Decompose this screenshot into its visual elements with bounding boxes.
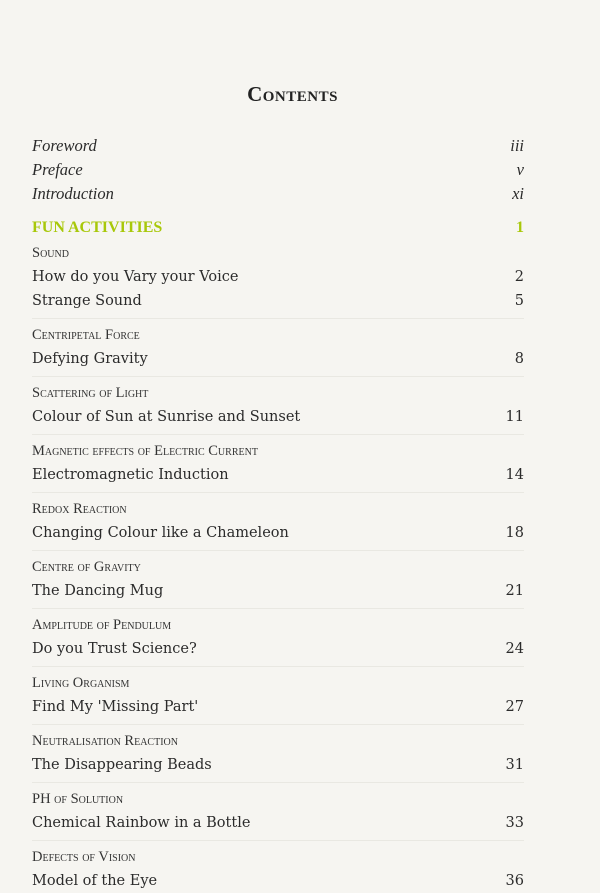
- toc-entry-page: 27: [505, 699, 524, 715]
- toc-entry-label: Introduction: [32, 184, 114, 203]
- toc-entry-label: Strange Sound: [32, 293, 142, 309]
- toc-entry[interactable]: [32, 637, 524, 661]
- section-heading: Amplitude of Pendulum: [32, 617, 172, 633]
- toc-entry[interactable]: [32, 347, 524, 371]
- toc-entry-page: 8: [514, 351, 524, 367]
- toc-entry-page: 24: [505, 641, 524, 657]
- toc-entry-label: Do you Trust Science?: [32, 641, 197, 657]
- toc-entry-page: 2: [514, 269, 524, 285]
- toc-entry[interactable]: [32, 265, 524, 289]
- toc-entry-page: 21: [505, 583, 524, 599]
- toc-entry-page: 31: [505, 757, 524, 773]
- toc-entry-page: 11: [505, 409, 524, 425]
- toc-entry-page: 14: [505, 467, 524, 483]
- toc-entry-page: 33: [505, 815, 524, 831]
- toc-entry-page: iii: [510, 136, 524, 155]
- toc-entry-label: Electromagnetic Induction: [32, 467, 229, 483]
- toc-entry-label: The Disappearing Beads: [32, 757, 212, 773]
- toc-entry-label: How do you Vary your Voice: [32, 269, 239, 285]
- toc-entry[interactable]: [32, 521, 524, 545]
- part-heading-fun-activities[interactable]: [32, 216, 524, 240]
- table-of-contents: [32, 134, 524, 893]
- toc-entry[interactable]: [32, 811, 524, 835]
- part-heading-page: 1: [516, 219, 524, 236]
- toc-entry-page: 18: [505, 525, 524, 541]
- toc-entry[interactable]: [32, 753, 524, 777]
- toc-entry[interactable]: [32, 579, 524, 603]
- section-centripetal-force: [32, 318, 524, 371]
- toc-entry-page: 5: [514, 293, 524, 309]
- toc-entry-label: Model of the Eye: [32, 873, 158, 889]
- section-living-organism: [32, 666, 524, 719]
- toc-entry-label: Colour of Sun at Sunrise and Sunset: [32, 409, 301, 425]
- section-scattering-of-light: [32, 376, 524, 429]
- section-ph-of-solution: [32, 782, 524, 835]
- toc-entry[interactable]: [32, 695, 524, 719]
- toc-entry-label: Defying Gravity: [32, 351, 148, 367]
- toc-entry-label: The Dancing Mug: [32, 583, 164, 599]
- section-sound: [32, 241, 524, 313]
- section-heading: Neutralisation Reaction: [32, 733, 178, 749]
- section-centre-of-gravity: [32, 550, 524, 603]
- toc-entry-introduction[interactable]: [32, 182, 524, 206]
- toc-entry-label: Find My 'Missing Part': [32, 699, 199, 715]
- section-heading: Scattering of Light: [32, 385, 149, 401]
- section-redox-reaction: [32, 492, 524, 545]
- toc-entry[interactable]: [32, 289, 524, 313]
- section-amplitude-of-pendulum: [32, 608, 524, 661]
- toc-entry[interactable]: [32, 405, 524, 429]
- front-matter-list: [32, 134, 524, 206]
- toc-entry-page: xi: [512, 184, 524, 203]
- section-heading: PH of Solution: [32, 791, 124, 807]
- toc-entry-label: Foreword: [32, 136, 97, 155]
- part-heading-label: FUN ACTIVITIES: [32, 219, 163, 236]
- toc-entry-foreword[interactable]: [32, 134, 524, 158]
- toc-entry-label: Chemical Rainbow in a Bottle: [32, 815, 251, 831]
- toc-entry-page: 36: [505, 873, 524, 889]
- section-neutralisation-reaction: [32, 724, 524, 777]
- section-heading: Centripetal Force: [32, 327, 140, 343]
- toc-entry[interactable]: [32, 463, 524, 487]
- section-magnetic-effects: [32, 434, 524, 487]
- toc-entry-label: Preface: [32, 160, 83, 179]
- toc-entry-page: v: [516, 160, 524, 179]
- section-heading: Redox Reaction: [32, 501, 127, 517]
- section-heading: Living Organism: [32, 675, 130, 691]
- toc-entry-preface[interactable]: [32, 158, 524, 182]
- section-heading: Defects of Vision: [32, 849, 136, 865]
- section-heading: Sound: [32, 245, 69, 261]
- page-title: Contents: [247, 82, 338, 106]
- section-defects-of-vision: [32, 840, 524, 893]
- toc-entry[interactable]: [32, 869, 524, 893]
- toc-entry-label: Changing Colour like a Chameleon: [32, 525, 289, 541]
- section-heading: Centre of Gravity: [32, 559, 141, 575]
- section-heading: Magnetic effects of Electric Current: [32, 443, 258, 459]
